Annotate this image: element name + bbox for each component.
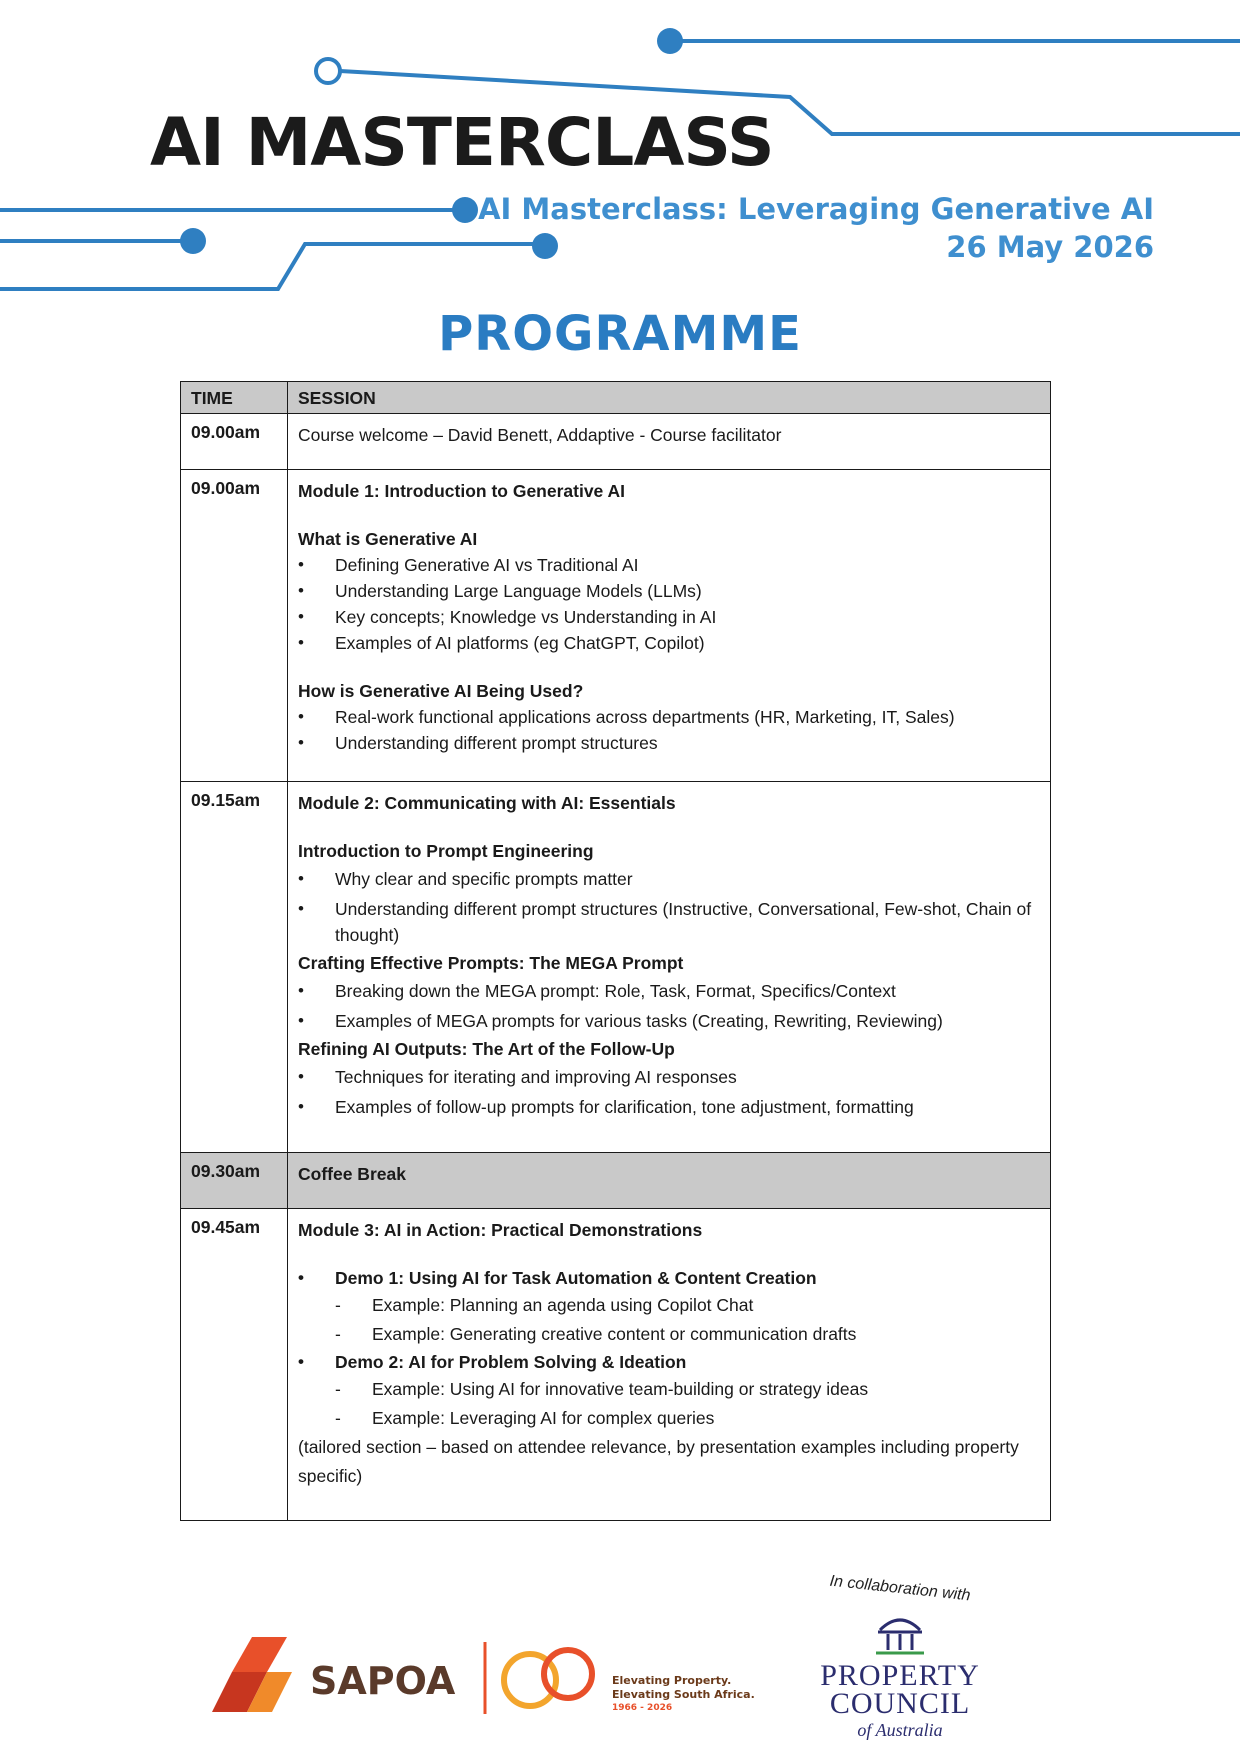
row-session bbox=[288, 1209, 1051, 1521]
pc-line-2: COUNCIL bbox=[829, 1687, 971, 1720]
sapoa-logo bbox=[212, 1632, 772, 1722]
session-text: Course welcome – David Benett, Addaptive - Course facilitator bbox=[298, 425, 782, 445]
sub-item: - Example: Using AI for innovative team-building or strategy ideas bbox=[298, 1375, 1040, 1404]
list-item: • Breaking down the MEGA prompt: Role, Task, Format, Specifics/Context bbox=[298, 976, 1040, 1006]
session-text: Coffee Break bbox=[298, 1164, 406, 1184]
section-heading: What is Generative AI bbox=[298, 529, 478, 549]
sub-item: - Example: Planning an agenda using Copilot Chat bbox=[298, 1291, 1040, 1320]
sub-item: - Example: Generating creative content or communication drafts bbox=[298, 1320, 1040, 1349]
list-item: • Examples of AI platforms (eg ChatGPT, Copilot) bbox=[298, 630, 1040, 656]
table-row bbox=[181, 1209, 1051, 1521]
sapoa-wordmark: SAPOA bbox=[310, 1659, 456, 1703]
property-council-logo bbox=[800, 1572, 1000, 1740]
demo-item: • Demo 1: Using AI for Task Automation & Content Creation bbox=[298, 1265, 1040, 1291]
module-title: Module 1: Introduction to Generative AI bbox=[298, 481, 626, 501]
row-time: 09.00am bbox=[181, 470, 288, 782]
list-item: • Why clear and specific prompts matter bbox=[298, 864, 1040, 894]
pc-wordmark bbox=[800, 1659, 1000, 1720]
table-row-break bbox=[181, 1153, 1051, 1209]
subtitle-line-1: AI Masterclass: Leveraging Generative AI bbox=[478, 192, 1154, 226]
row-session bbox=[288, 782, 1051, 1153]
header-session: SESSION bbox=[288, 382, 1051, 414]
collab-text: In collaboration with bbox=[828, 1572, 972, 1605]
pc-line-3: of Australia bbox=[857, 1720, 943, 1740]
list-item: • Techniques for iterating and improving AI responses bbox=[298, 1062, 1040, 1092]
table-header-row bbox=[181, 382, 1051, 414]
section-heading: Refining AI Outputs: The Art of the Follow-Up bbox=[298, 1039, 675, 1059]
subtitle bbox=[478, 190, 1154, 266]
anniversary-tag-1: Elevating Property. bbox=[612, 1674, 732, 1687]
row-time: 09.45am bbox=[181, 1209, 288, 1521]
row-session bbox=[288, 470, 1051, 782]
list-item: • Understanding different prompt structures bbox=[298, 730, 1040, 756]
list-item: • Defining Generative AI vs Traditional AI bbox=[298, 552, 1040, 578]
list-item: • Understanding different prompt structures (Instructive, Conversational, Few-shot, Chain of thought) bbox=[298, 894, 1040, 950]
section-heading: How is Generative AI Being Used? bbox=[298, 681, 584, 701]
anniversary-tag-2: Elevating South Africa. bbox=[612, 1688, 755, 1701]
list-item: • Real-work functional applications across departments (HR, Marketing, IT, Sales) bbox=[298, 704, 1040, 730]
programme-table bbox=[180, 381, 1051, 1521]
session-note: (tailored section – based on attendee relevance, by presentation examples including property specific) bbox=[298, 1437, 1019, 1486]
anniversary-years: 1966 - 2026 bbox=[612, 1703, 673, 1713]
sub-item: - Example: Leveraging AI for complex queries bbox=[298, 1404, 1040, 1433]
demo-item: • Demo 2: AI for Problem Solving & Ideation bbox=[298, 1349, 1040, 1375]
module-title: Module 2: Communicating with AI: Essentials bbox=[298, 793, 676, 813]
sixty-years-icon bbox=[504, 1650, 592, 1706]
list-item: • Understanding Large Language Models (LLMs) bbox=[298, 578, 1040, 604]
header-time: TIME bbox=[181, 382, 288, 414]
row-time: 09.15am bbox=[181, 782, 288, 1153]
event-date: 26 May 2026 bbox=[946, 230, 1154, 264]
row-session bbox=[288, 1153, 1051, 1209]
table-row bbox=[181, 414, 1051, 470]
table-row bbox=[181, 782, 1051, 1153]
section-heading: Crafting Effective Prompts: The MEGA Prompt bbox=[298, 953, 684, 973]
main-title: AI MASTERCLASS bbox=[150, 104, 774, 181]
row-time: 09.30am bbox=[181, 1153, 288, 1209]
row-session bbox=[288, 414, 1051, 470]
list-item: • Key concepts; Knowledge vs Understanding in AI bbox=[298, 604, 1040, 630]
module-title: Module 3: AI in Action: Practical Demonstrations bbox=[298, 1220, 703, 1240]
programme-title: PROGRAMME bbox=[438, 306, 802, 362]
table-row bbox=[181, 470, 1051, 782]
list-item: • Examples of follow-up prompts for clarification, tone adjustment, formatting bbox=[298, 1092, 1040, 1122]
building-icon bbox=[870, 1608, 930, 1658]
list-item: • Examples of MEGA prompts for various tasks (Creating, Rewriting, Reviewing) bbox=[298, 1006, 1040, 1036]
row-time: 09.00am bbox=[181, 414, 288, 470]
pc-line-1: PROPERTY bbox=[820, 1659, 980, 1692]
section-heading: Introduction to Prompt Engineering bbox=[298, 841, 594, 861]
